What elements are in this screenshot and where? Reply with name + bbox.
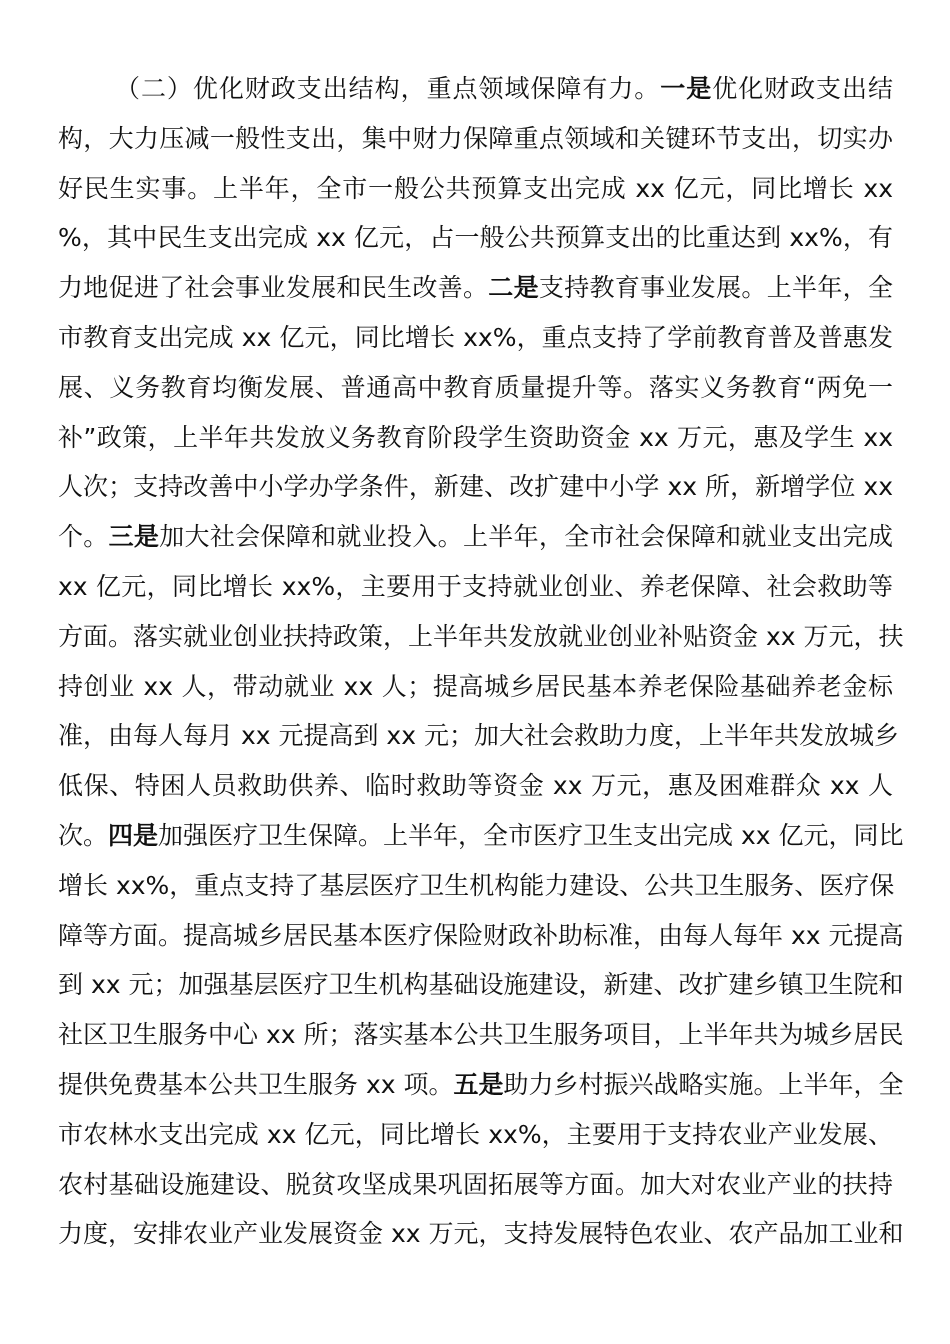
text-segment: 人次；支持改善中小学办学条件，新建、改扩建中小学 xx 所，新增学位 xx xyxy=(58,472,893,502)
emphasis-label: 二是 xyxy=(488,273,539,303)
text-segment: 构，大力压减一般性支出，集中财力保障重点领域和关键环节支出，切实办 xyxy=(58,123,893,153)
text-segment: 农村基础设施建设、脱贫攻坚成果巩固拓展等方面。加大对农业产业的扶持 xyxy=(58,1169,893,1199)
paragraph-line xyxy=(58,562,893,612)
paragraph-line xyxy=(58,64,893,114)
text-segment: （二）优化财政支出结构，重点领域保障有力。 xyxy=(115,74,661,103)
text-segment: 次。 xyxy=(58,820,109,850)
text-segment: 提供免费基本公共卫生服务 xx 项。 xyxy=(58,1069,454,1099)
text-segment: 个。 xyxy=(58,522,109,552)
paragraph-line xyxy=(58,413,893,463)
paragraph-line xyxy=(58,363,893,413)
text-segment: 低保、特困人员救助供养、临时救助等资金 xx 万元，惠及困难群众 xx 人 xyxy=(58,771,893,801)
text-segment: 力地促进了社会事业发展和民生改善。 xyxy=(58,273,489,303)
paragraph-line xyxy=(58,313,893,363)
text-segment: 障等方面。提高城乡居民基本医疗保险财政补助标准，由每人每年 xx 元提高 xyxy=(58,920,904,950)
paragraph-line xyxy=(58,960,904,1010)
text-segment: 加大社会保障和就业投入。上半年，全市社会保障和就业支出完成 xyxy=(159,522,893,552)
text-segment: 加强医疗卫生保障。上半年，全市医疗卫生支出完成 xx 亿元，同比 xyxy=(158,820,904,850)
paragraph-line xyxy=(58,263,893,313)
paragraph-line xyxy=(58,462,893,512)
emphasis-label: 三是 xyxy=(108,522,160,552)
paragraph-line xyxy=(58,861,893,911)
paragraph-line xyxy=(58,213,893,263)
paragraph-body xyxy=(58,64,904,1259)
text-segment: 好民生实事。上半年，全市一般公共预算支出完成 xx 亿元，同比增长 xx xyxy=(58,173,893,203)
text-segment: 优化财政支出结 xyxy=(712,74,893,103)
text-segment: xx 亿元，同比增长 xx%，主要用于支持就业创业、养老保障、社会救助等 xyxy=(58,571,893,601)
paragraph-line xyxy=(58,164,893,214)
text-segment: 到 xx 元；加强基层医疗卫生机构基础设施建设，新建、改扩建乡镇卫生院和 xyxy=(58,970,904,1000)
paragraph-line xyxy=(58,711,899,761)
text-segment: 市农林水支出完成 xx 亿元，同比增长 xx%，主要用于支持农业产业发展、 xyxy=(58,1119,893,1149)
text-segment: 持创业 xx 人，带动就业 xx 人；提高城乡居民基本养老保险基础养老金标 xyxy=(58,671,893,701)
paragraph-line xyxy=(58,512,893,562)
text-segment: 市教育支出完成 xx 亿元，同比增长 xx%，重点支持了学前教育普及普惠发 xyxy=(58,322,893,352)
paragraph-line xyxy=(58,612,904,662)
paragraph-line xyxy=(58,1209,904,1259)
paragraph-line xyxy=(58,1060,904,1110)
text-segment: 力度，安排农业产业发展资金 xx 万元，支持发展特色农业、农产品加工业和 xyxy=(58,1219,904,1249)
text-segment: 增长 xx%，重点支持了基层医疗卫生机构能力建设、公共卫生服务、医疗保 xyxy=(58,870,895,900)
paragraph-line xyxy=(58,662,893,712)
emphasis-label: 五是 xyxy=(453,1069,504,1099)
paragraph-line xyxy=(58,114,893,164)
paragraph-line xyxy=(58,1110,893,1160)
paragraph-line xyxy=(58,1010,904,1060)
text-segment: 准，由每人每月 xx 元提高到 xx 元；加大社会救助力度，上半年共发放城乡 xyxy=(58,721,899,751)
emphasis-label: 四是 xyxy=(108,820,159,850)
text-segment: 支持教育事业发展。上半年，全 xyxy=(538,273,893,303)
text-segment: 展、义务教育均衡发展、普通高中教育质量提升等。落实义务教育“两免一 xyxy=(58,372,893,402)
text-segment: 补”政策，上半年共发放义务教育阶段学生资助资金 xx 万元，惠及学生 xx xyxy=(58,422,893,452)
text-segment: 助力乡村振兴战略实施。上半年，全 xyxy=(503,1069,904,1099)
emphasis-label: 一是 xyxy=(660,74,713,103)
paragraph-line xyxy=(58,761,893,811)
text-segment: 社区卫生服务中心 xx 所；落实基本公共卫生服务项目，上半年共为城乡居民 xyxy=(58,1020,904,1050)
text-segment: 方面。落实就业创业扶持政策，上半年共发放就业创业补贴资金 xx 万元，扶 xyxy=(58,621,904,651)
paragraph-line xyxy=(58,1160,893,1210)
paragraph-line xyxy=(58,911,904,961)
text-segment: %，其中民生支出完成 xx 亿元，占一般公共预算支出的比重达到 xx%，有 xyxy=(58,223,893,253)
paragraph-line xyxy=(58,811,904,861)
